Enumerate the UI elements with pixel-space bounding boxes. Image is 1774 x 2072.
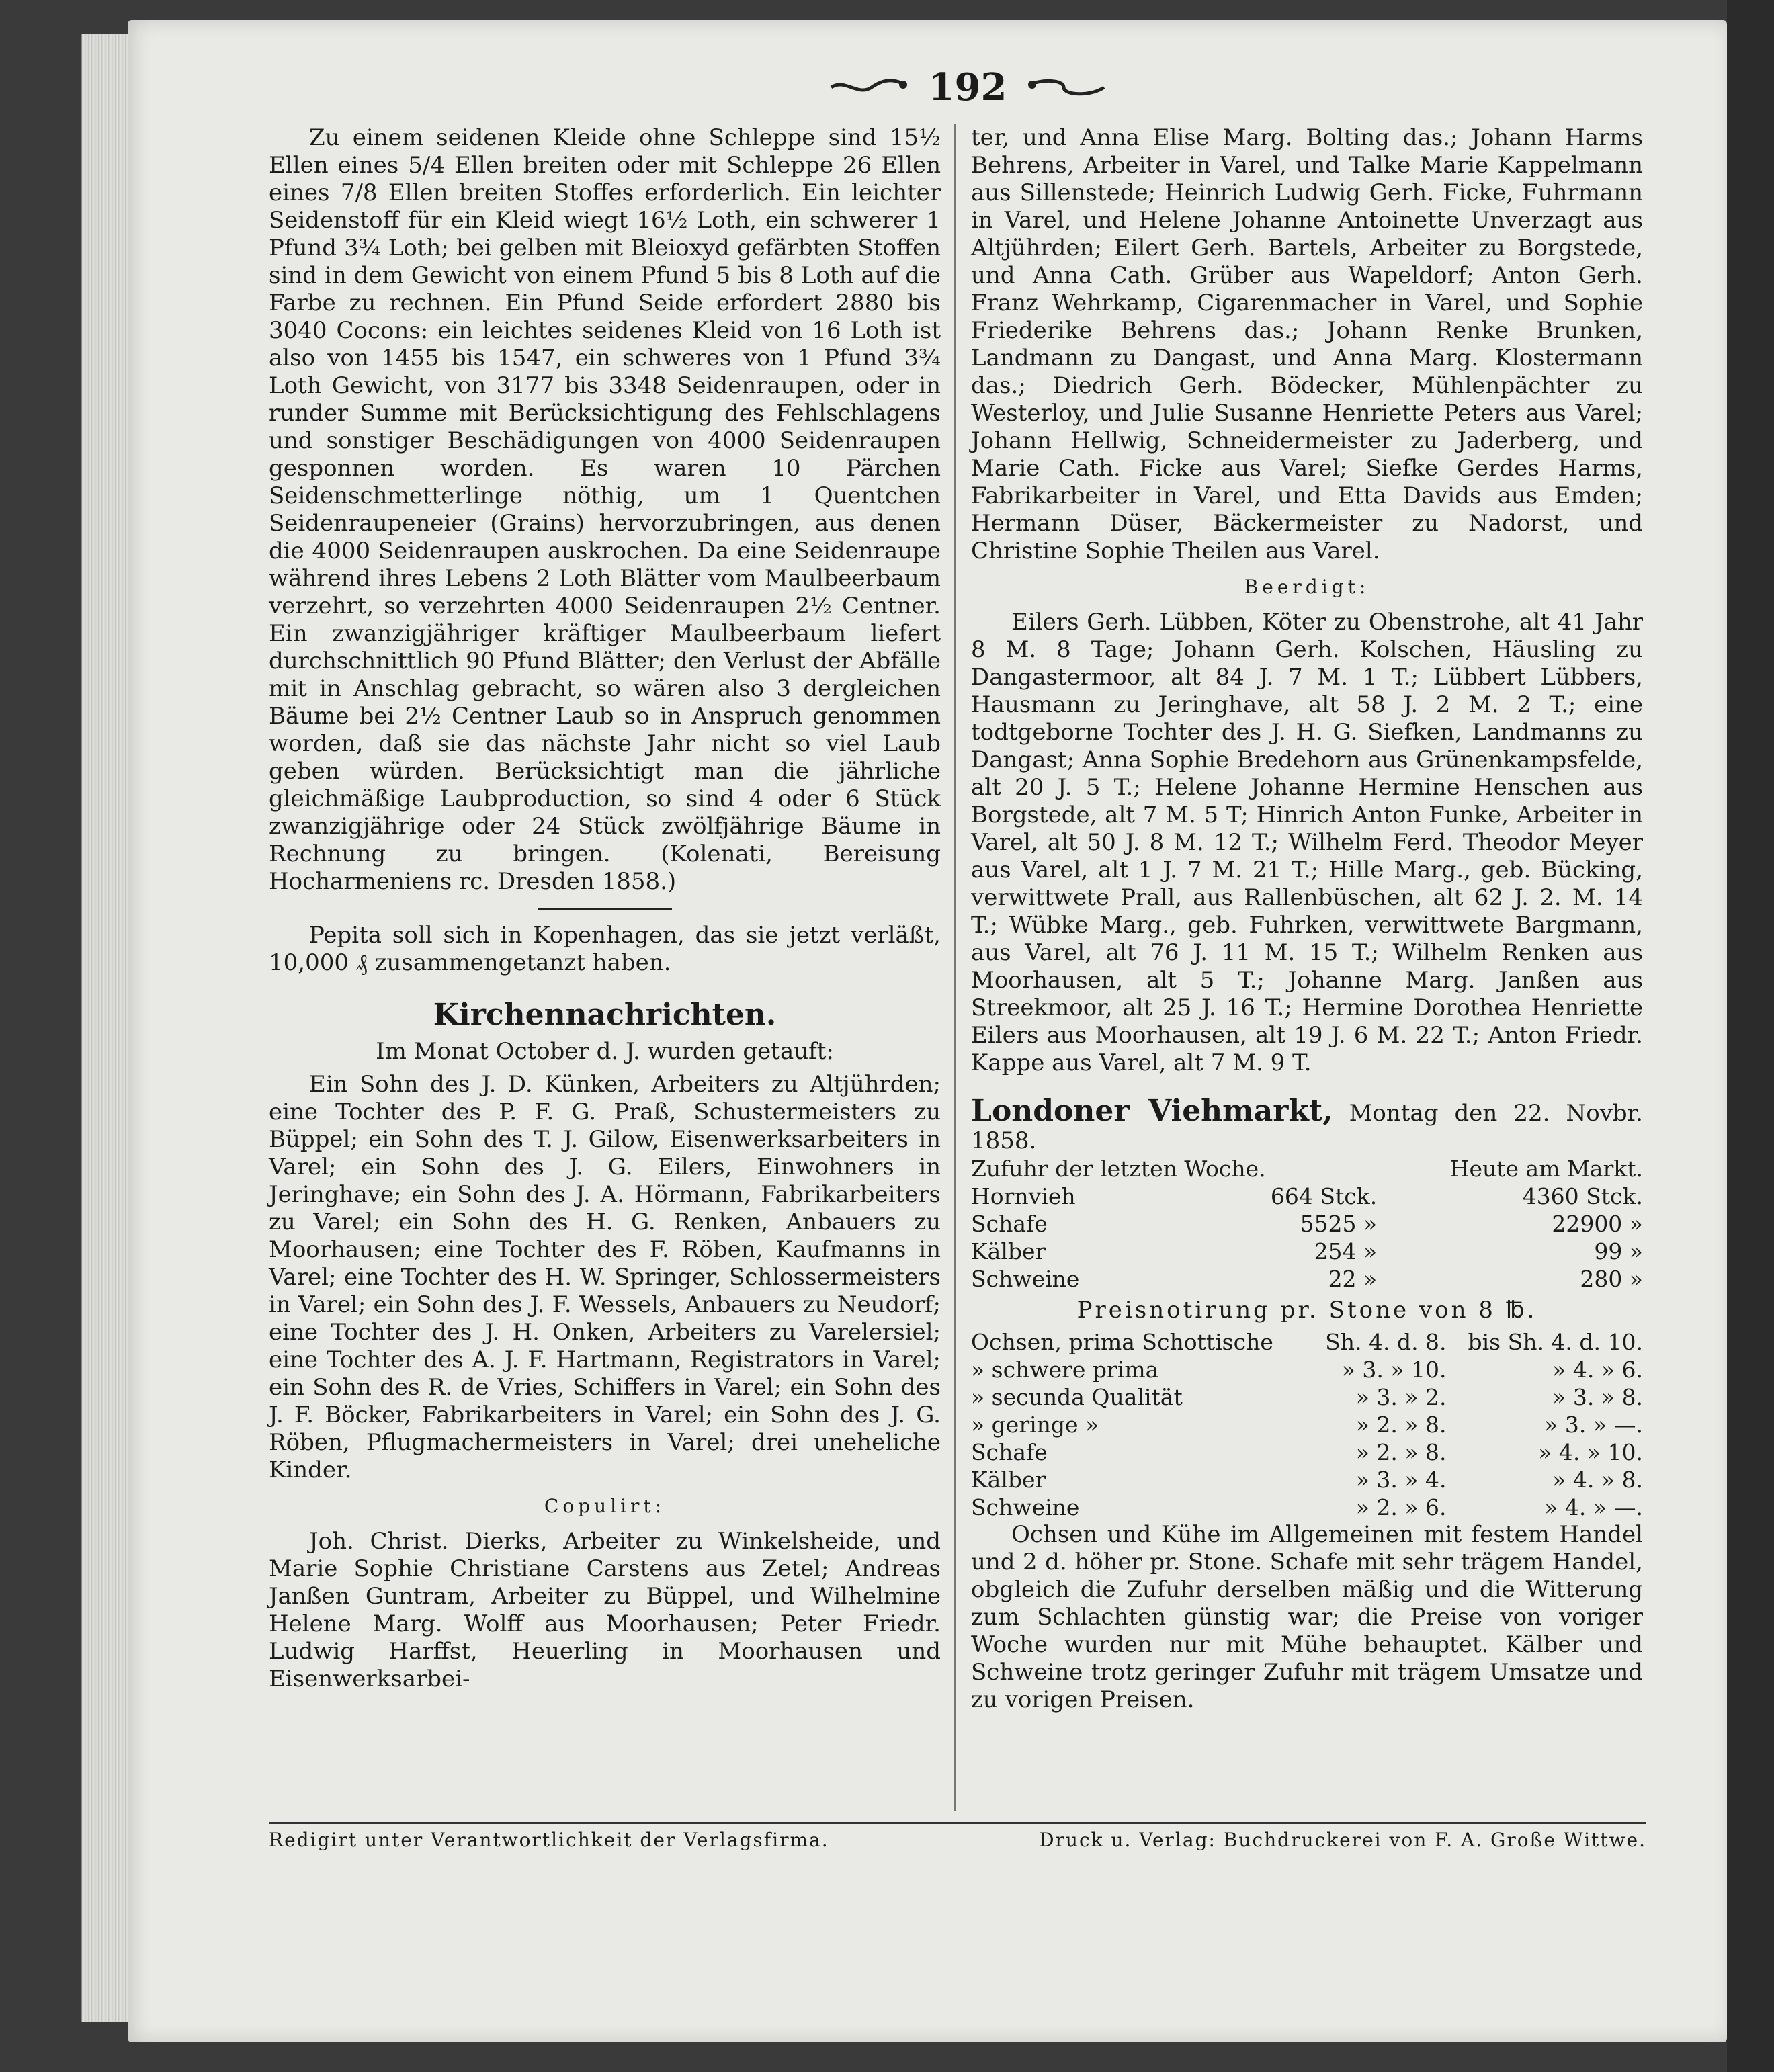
supply-name: Schafe [971,1211,1048,1237]
table-row [971,1466,1643,1494]
supply-today: 280 » [1580,1266,1643,1292]
supply-week: 5525 » [1300,1211,1378,1237]
price-from: » 3. » 4. [1355,1467,1447,1493]
market-date: Montag den 22. Novbr. 1858. [971,1100,1643,1154]
price-to: » 4. » 6. [1552,1356,1643,1383]
burial-list: Eilers Gerh. Lübben, Köter zu Obenstrohe, alt 41 Jahr 8 M. 8 Tage; Johann Gerh. Kolschen, Häusling zu Dangastermoor, alt 84 J. 7 M. 1 T.; Lübbert Lübbers, Hausmann zu Jeringhave, alt 58 J. 2 M. 2 T.; eine todtgeborne Tochter des J. H. G. Siefken, Landmanns zu Dangast; Anna Sophie Bredehorn aus Grünenkampsfelde, alt 20 J. 5 T.; Helene Johanne Hermine Henschen aus Borgstede, alt 7 M. 5 T; Hinrich Anton Funke, Arbeiter in Varel, alt 50 J. 8 M. 12 T.; Wilhelm Ferd. Theodor Meyer aus Varel, alt 1 J. 7 M. 21 T.; Hille Marg., geb. Bücking, verwittwete Prall, aus Rallenbüschen, alt 62 J. 2. M. 14 T.; Wübke Marg., geb. Fuhrken, verwittwete Bargmann, aus Varel, alt 76 J. 11 M. 15 T.; Wilhelm Renken aus Moorhausen, alt 5 T.; Johanne Marg. Janßen aus Streekmoor, alt 25 J. 16 T.; Hermine Dorothea Henriette Eilers aus Moorhausen, alt 19 J. 6 M. 22 T.; Anton Friedr. Kappe aus Varel, alt 7 M. 9 T. [971,609,1643,1076]
church-news-title: Kirchennachrichten. [433,998,777,1032]
divider [538,908,672,910]
column-rule [954,124,956,1811]
footer-printer: Druck u. Verlag: Buchdruckerei von F. A. Große Wittwe. [1039,1829,1646,1851]
right-column [971,124,1643,1714]
market-heading [971,1094,1643,1155]
table-row [971,1182,1643,1210]
price-name: Schweine [971,1494,1080,1520]
price-from: » 2. » 8. [1355,1412,1447,1438]
marriage-list-continued: ter, und Anna Elise Marg. Bolting das.; Johann Harms Behrens, Arbeiter in Varel, und Talke Marie Kappelmann aus Sillenstede; Heinrich Ludwig Gerh. Ficke, Fuhrmann in Varel, und Helene Johanne Antoinette Unverzagt aus Altjührden; Eilert Gerh. Bartels, Arbeiter zu Borgstede, und Anna Cath. Grüber aus Wapeldorf; Anton Gerh. Franz Wehrkamp, Cigarenmacher in Varel, und Sophie Friederike Behrens das.; Johann Renke Brunken, Landmann zu Dangast, und Anna Marg. Klostermann das.; Diedrich Gerh. Bödecker, Mühlenpächter zu Westerloy, und Julie Susanne Henriette Peters aus Varel; Johann Hellwig, Schneidermeister zu Jaderberg, und Marie Cath. Ficke aus Varel; Siefke Gerdes Harms, Fabrikarbeiter in Varel, und Etta Davids aus Emden; Hermann Düser, Bäckermeister zu Nadorst, und Christine Sophie Theilen aus Varel. [971,124,1643,564]
price-from: » 3. » 10. [1341,1356,1447,1383]
price-to: bis Sh. 4. d. 10. [1468,1329,1643,1355]
supply-head-week: Zufuhr der letzten Woche. [971,1156,1266,1182]
burial-heading: Beerdigt: [1244,576,1370,598]
table-row [971,1494,1643,1521]
table-row [971,1356,1643,1383]
marriage-heading: Copulirt: [544,1495,666,1517]
price-name: » geringe » [971,1412,1099,1438]
supply-week: 22 » [1328,1266,1378,1292]
price-table [971,1328,1643,1521]
supply-name: Kälber [971,1238,1046,1264]
table-row [971,1383,1643,1411]
supply-week: 664 Stck. [1270,1183,1378,1209]
price-name: Ochsen, prima Schottische [971,1329,1273,1355]
table-row [971,1411,1643,1438]
supply-today: 4360 Stck. [1522,1183,1643,1209]
left-column [269,124,941,1693]
supply-week: 254 » [1314,1238,1378,1264]
marriage-list: Joh. Christ. Dierks, Arbeiter zu Winkelsheide, und Marie Sophie Christiane Carstens aus Zetel; Andreas Janßen Guntram, Arbeiter zu Büppel, und Wilhelmine Helene Marg. Wolff aus Moorhausen; Peter Friedr. Ludwig Harffst, Heuerling in Moorhausen und Eisenwerksarbei- [269,1528,941,1692]
supply-name: Schweine [971,1266,1080,1292]
price-heading: Preisnotirung pr. Stone von 8 ℔. [1076,1297,1537,1324]
right-ornament-icon [1027,75,1107,99]
scan-background [1727,0,1774,2072]
price-from: » 2. » 6. [1355,1494,1447,1520]
footer-editor: Redigirt unter Verantwortlichkeit der Verlagsfirma. [269,1829,829,1851]
footer-rule [269,1822,1646,1824]
price-to: » 4. » —. [1544,1494,1643,1520]
price-name: Schafe [971,1439,1048,1465]
price-name: Kälber [971,1467,1046,1493]
supply-table [971,1155,1643,1293]
page-number: 192 [928,65,1007,110]
supply-today: 22900 » [1552,1211,1643,1237]
price-from: » 3. » 2. [1355,1384,1447,1410]
price-to: » 3. » 8. [1552,1384,1643,1410]
price-from: » 2. » 8. [1355,1439,1447,1465]
table-row [971,1238,1643,1265]
silk-article: Zu einem seidenen Kleide ohne Schleppe sind 15½ Ellen eines 5/4 Ellen breiten oder mit Schleppe 26 Ellen eines 7/8 Ellen breiten Stoffes erforderlich. Ein leichter Seidenstoff für ein Kleid wiegt 16½ Loth, ein schwerer 1 Pfund 3¾ Loth; bei gelben mit Bleioxyd gefärbten Stoffen sind in dem Gewicht von einem Pfund 5 bis 8 Loth auf die Farbe zu rechnen. Ein Pfund Seide erfordert 2880 bis 3040 Cocons: ein leichtes seidenes Kleid von 16 Loth ist also von 1455 bis 1547, ein schweres von 1 Pfund 3¾ Loth Gewicht, von 3177 bis 3348 Seidenraupen, oder in runder Summe mit Berücksichtigung des Fehlschlagens und sonstiger Beschädigungen von 4000 Seidenraupen gesponnen worden. Es waren 10 Pärchen Seidenschmetterlinge nöthig, um 1 Quentchen Seidenraupeneier (Grains) hervorzubringen, aus denen die 4000 Seidenraupen auskrochen. Da eine Seidenraupe während ihres Lebens 2 Loth Blätter vom Maulbeerbaum verzehrt, so verzehrten 4000 Seidenraupen 2½ Centner. Ein zwanzigjähriger kräftiger Maulbeerbaum liefert durchschnittlich 90 Pfund Blätter; den Verlust der Abfälle mit in Anschlag gebracht, so wären also 3 dergleichen Bäume bei 2½ Centner Laub so in Anspruch genommen worden, daß sie das nächste Jahr nicht so viel Laub geben würden. Berücksichtigt man die jährliche gleichmäßige Laubproduction, so sind 4 oder 6 Stück zwanzigjährige oder 24 Stück zwölfjährige Bäume in Rechnung zu bringen. (Kolenati, Bereisung Hocharmeniens rc. Dresden 1858.) [269,124,941,895]
market-title: Londoner Viehmarkt, [971,1094,1333,1128]
baptism-list: Ein Sohn des J. D. Künken, Arbeiters zu Altjührden; eine Tochter des P. F. G. Praß, Schustermeisters zu Büppel; ein Sohn des T. J. Gilow, Eisenwerksarbeiters in Varel; ein Sohn des J. G. Eilers, Einwohners in Jeringhave; ein Sohn des J. A. Hörmann, Fabrikarbeiters zu Varel; ein Sohn des H. G. Renken, Anbauers zu Moorhausen; eine Tochter des F. Röben, Kaufmanns in Varel; eine Tochter des H. W. Springer, Schlossermeisters in Varel; ein Sohn des J. F. Wessels, Anbauers zu Neudorf; eine Tochter des J. H. Onken, Arbeiters zu Varelersiel; eine Tochter des A. J. F. Hartmann, Registrators in Varel; ein Sohn des R. de Vries, Schiffers in Varel; ein Sohn des J. F. Böcker, Fabrikarbeiters in Varel; ein Sohn des J. G. Röben, Pflugmachermeisters in Varel; drei uneheliche Kinder. [269,1071,941,1483]
price-to: » 4. » 10. [1538,1439,1643,1465]
price-name: » schwere prima [971,1356,1159,1383]
page-header [793,60,1142,114]
price-name: » secunda Qualität [971,1384,1183,1410]
supply-header-row [971,1155,1643,1182]
page-footer [269,1829,1646,1851]
table-row [971,1328,1643,1356]
baptism-heading: Im Monat October d. J. wurden getauft: [376,1038,834,1065]
pepita-note: Pepita soll sich in Kopenhagen, das sie jetzt verläßt, 10,000 ₰ zusammengetanzt haben. [269,922,941,976]
price-to: » 3. » —. [1544,1412,1643,1438]
price-from: Sh. 4. d. 8. [1325,1329,1447,1355]
supply-head-today: Heute am Markt. [1449,1156,1643,1182]
table-row [971,1210,1643,1238]
price-to: » 4. » 8. [1552,1467,1643,1493]
supply-today: 99 » [1594,1238,1643,1264]
market-report: Ochsen und Kühe im Allgemeinen mit festem Handel und 2 d. höher pr. Stone. Schafe mit sehr trägem Handel, obgleich die Zufuhr derselben mäßig und die Witterung zum Schlachten günstig war; die Preise von voriger Woche wurden nur mit Mühe behauptet. Kälber und Schweine trotz geringer Zufuhr mit trägem Umsatze und zu vorigen Preisen. [971,1521,1643,1713]
table-row [971,1438,1643,1466]
table-row [971,1265,1643,1293]
supply-name: Hornvieh [971,1183,1076,1209]
left-ornament-icon [828,75,909,99]
